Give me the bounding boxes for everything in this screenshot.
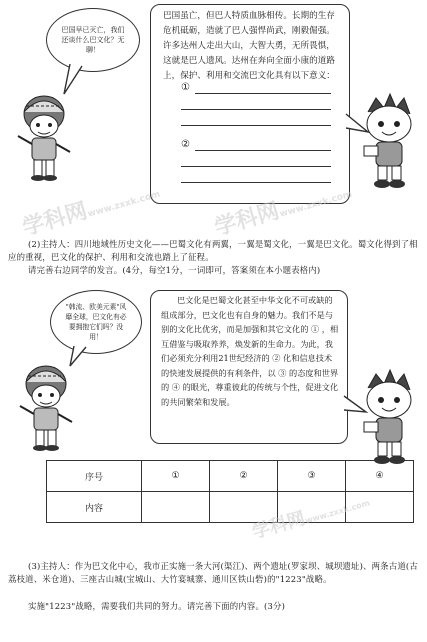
- bubble-tail-top: [60, 62, 90, 96]
- small-bubble-top-text: 巴国早已灭亡，我们还谈什么巴文化？无聊！: [61, 26, 125, 54]
- question-3-instruction: 实施"1223"战略，需要我们共同的努力。请完善下面的内容。(3分): [28, 601, 286, 611]
- cartoon-boy-icon-2: [356, 368, 422, 468]
- blank-marker-2: ②: [181, 139, 190, 150]
- watermark-2: 学科网www.zxxk.com: [211, 189, 354, 241]
- cartoon-boy-icon: [356, 92, 422, 192]
- answer-line-1c: [181, 125, 331, 126]
- passage-mid-text: 巴文化是巴蜀文化甚至中华文化不可或缺的组成部分，巴文化也有自身的魅力。我们不是与别的文化比优劣，而是加强和其它文化的 ① ，相互借鉴与吸取养养，焕发新的生命力。为此，我们必须充分利用21世纪经济的 ② 化和信息技术的快速发展提供的有利条件，以 ③ 的态度和世界的 ④ 的眼光，尊重彼此的传统与个性，促进文化的共同繁荣和发展。: [161, 295, 339, 407]
- table-header-label: 序号: [47, 461, 142, 492]
- table-col-2: ②: [210, 461, 278, 492]
- answer-line-2a: [195, 150, 331, 151]
- passage-bubble-top: [150, 4, 350, 204]
- passage-bubble-mid: [150, 290, 348, 444]
- cartoon-girl-icon: [14, 92, 74, 184]
- table-col-4: ④: [346, 461, 414, 492]
- table-col-1: ①: [142, 461, 210, 492]
- passage-top-text: 巴国虽亡，但巴人特质血脉相传。长期的生存危机砥砺，造就了巴人强悍尚武，刚毅倔强。许多达州人走出大山，大智大勇，无所畏惧，这就是巴人遗风。达州在奔向全面小康的道路上，保护、利用和交流巴文化具有以下意义：: [163, 11, 335, 81]
- cartoon-girl-icon-2: [16, 362, 76, 454]
- table-col-3: ③: [278, 461, 346, 492]
- watermark-3: 学科网www.zxxk.com: [249, 498, 371, 544]
- answer-cell-1[interactable]: [142, 492, 210, 523]
- table-row-label: 内容: [47, 492, 142, 523]
- answer-line-1a: [195, 93, 331, 94]
- blank-marker-1: ①: [181, 82, 190, 93]
- small-bubble-mid-text: "韩流、欧美元素"风靡全球，巴文化有必要拥抱它们吗？没用！: [65, 303, 127, 341]
- question-2-instruction: 请完善右边同学的发言。(4分，每空1分，一词即可，答案须在本小题表格内): [28, 265, 321, 275]
- answer-line-2b: [181, 166, 331, 167]
- small-speech-bubble-mid: [50, 290, 142, 354]
- watermark-1: 学科网www.zxxk.com: [19, 189, 162, 241]
- answer-line-1b: [181, 109, 331, 110]
- question-3-text: (3)主持人：作为巴文化中心，我市正实施一条大河(渠江)、两个遗址(罗家坝、城坝遗址)、两条古道(古荔枝道、米仓道)、三座古山城(宝城山、大竹宴城寨、通川区铁山砦)的"1223"战略。: [8, 561, 418, 584]
- question-2-text: (2)主持人：四川地域性历史文化——巴蜀文化有两翼，一翼是蜀文化，一翼是巴文化。蜀文化得到了相应的重视，巴文化的保护、利用和交流也踏上了征程。: [8, 239, 418, 262]
